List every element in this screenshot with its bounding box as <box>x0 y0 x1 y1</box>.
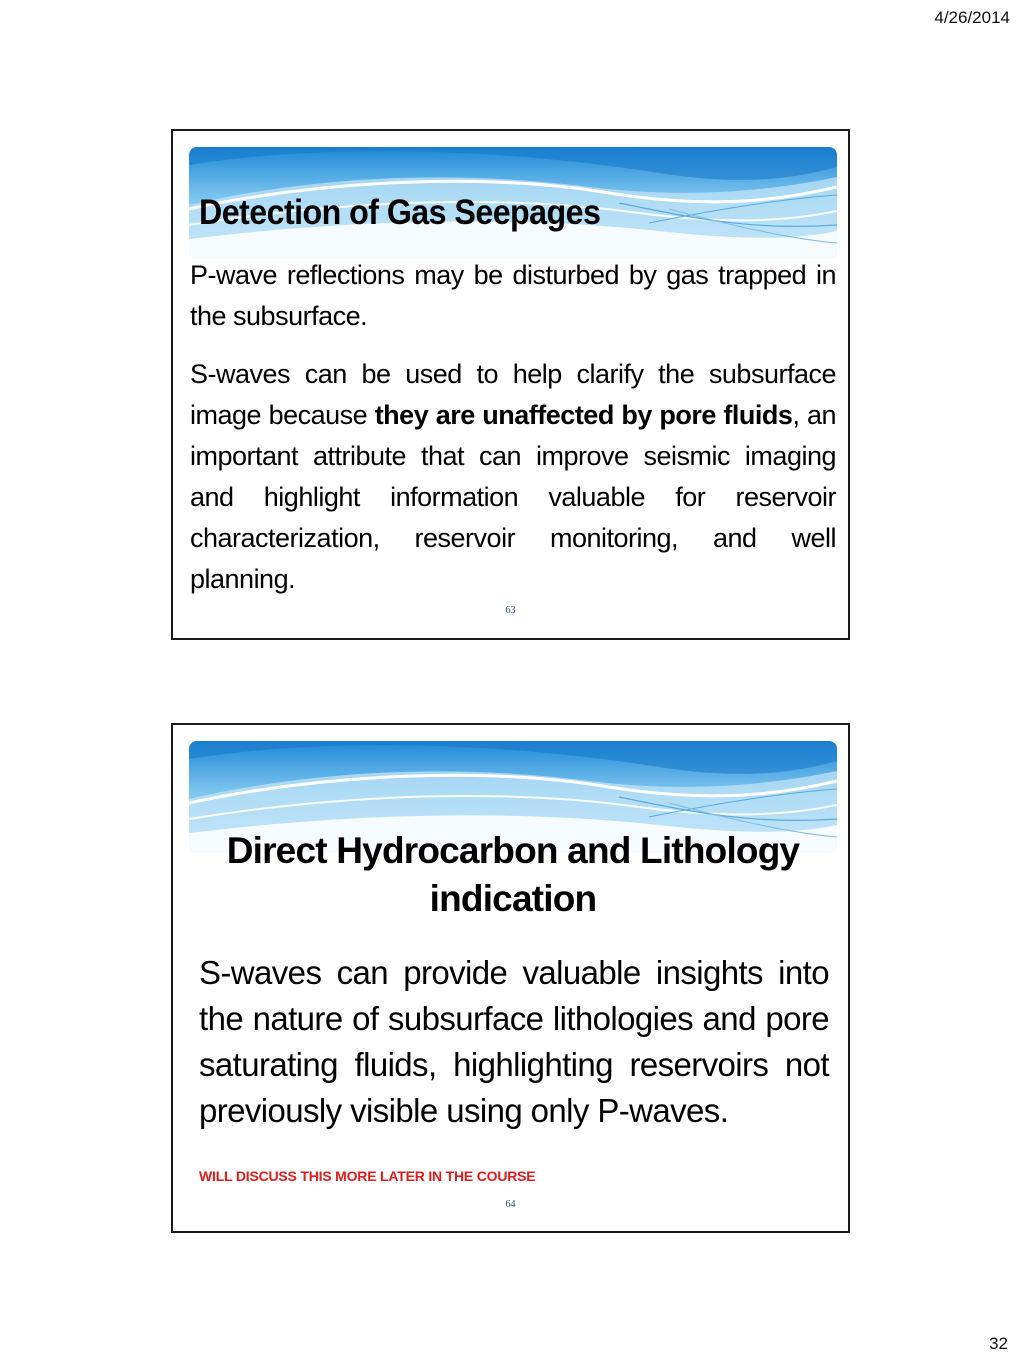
slide-number: 64 <box>505 1199 516 1210</box>
slide-body: S-waves can provide valuable insights into the nature of subsurface lithologies and pore saturating fluids, highlighting reservoirs not previously visible using only P-waves. <box>199 954 829 1129</box>
slide-63 <box>171 129 850 640</box>
slide-title-line-2: indication <box>429 878 597 919</box>
paragraph-text-end: , an important attribute that can improve seismic imaging and highlight information valuable for reservoir characterization, reservoir monitoring, and well planning. <box>190 400 837 594</box>
slide-number: 63 <box>505 605 516 616</box>
slide-64 <box>171 723 850 1233</box>
slide-body <box>190 255 836 600</box>
page-number: 32 <box>989 1334 1008 1353</box>
paragraph-s-waves <box>190 354 836 600</box>
slide-title <box>193 827 833 923</box>
paragraph-p-waves: P-wave reflections may be disturbed by gas trapped in the subsurface. <box>190 260 836 331</box>
slide-title: Detection of Gas Seepages <box>199 193 601 232</box>
paragraph-text-start: S-waves can be used to help clarify the subsurface image because <box>190 359 836 430</box>
slide-title-line-1: Direct Hydrocarbon and Lithology <box>226 830 800 871</box>
course-note: WILL DISCUSS THIS MORE LATER IN THE COURSE <box>199 1168 536 1184</box>
paragraph-bold-phrase: they are unaffected by pore fluids <box>374 400 793 430</box>
page-date: 4/26/2014 <box>934 8 1010 27</box>
